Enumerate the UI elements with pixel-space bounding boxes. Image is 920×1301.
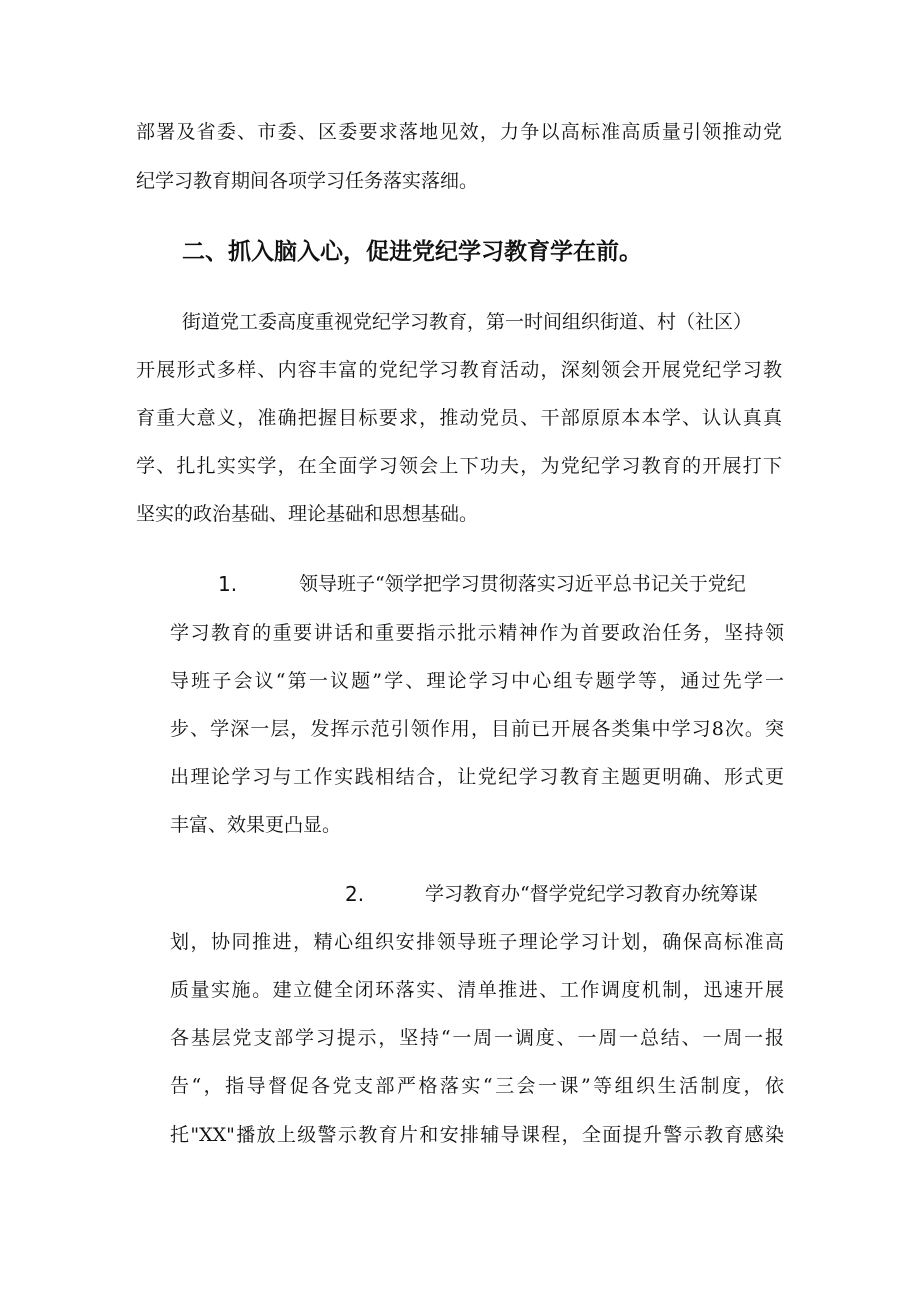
item-1-line-4: 步、学深一层，发挥示范引领作用，目前已开展各类集中学习8次。突 (170, 718, 784, 740)
section-paragraph-line-2: 开展形式多样、内容丰富的党纪学习教育活动，深刻领会开展党纪学习教 (136, 359, 782, 381)
item-2-line-3: 质量实施。建立健全闭环落实、清单推进、工作调度机制，迅速开展 (170, 979, 784, 1001)
item-2-number: 2. (345, 882, 365, 906)
section-heading: 二、抓入脑入心，促进党纪学习教育学在前。 (182, 239, 642, 265)
item-2-line-2: 划，协同推进，精心组织安排领导班子理论学习计划，确保高标准高 (170, 931, 784, 953)
intro-line-1: 部署及省委、市委、区委要求落地见效，力争以高标准高质量引领推动党 (136, 121, 782, 143)
item-1-line-3: 导班子会议“第一议题”学、理论学习中心组专题学等，通过先学一 (170, 670, 784, 692)
item-1-line-5: 出理论学习与工作实践相结合，让党纪学习教育主题更明确、形式更 (170, 766, 784, 788)
item-2-first-line: 学习教育办“督学党纪学习教育办统筹谋 (425, 883, 758, 905)
section-paragraph-line-5: 坚实的政治基础、理论基础和思想基础。 (136, 503, 479, 525)
item-1-line-2: 学习教育的重要讲话和重要指示批示精神作为首要政治任务，坚持领 (170, 622, 784, 644)
item-2-line-4: 各基层党支部学习提示，坚持“一周一调度、一周一总结、一周一报 (170, 1027, 784, 1049)
item-1-line-6: 丰富、效果更凸显。 (170, 814, 342, 836)
item-1-number: 1. (218, 572, 238, 596)
item-2-line-6: 托"XX"播放上级警示教育片和安排辅导课程，全面提升警示教育感染 (170, 1124, 784, 1146)
section-paragraph-line-1: 街道党工委高度重视党纪学习教育，第一时间组织街道、村（社区） (182, 311, 753, 333)
item-1-first-line: 领导班子“领学把学习贯彻落实习近平总书记关于党纪 (299, 573, 746, 595)
section-paragraph-line-3: 育重大意义，准确把握目标要求，推动党员、干部原原本本学、认认真真 (136, 407, 782, 429)
section-paragraph-line-4: 学、扎扎实实学，在全面学习领会上下功夫，为党纪学习教育的开展打下 (136, 455, 782, 477)
intro-line-2: 纪学习教育期间各项学习任务落实落细。 (136, 170, 479, 192)
item-2-line-5: 告“，指导督促各党支部严格落实“三会一课”等组织生活制度，依 (170, 1075, 784, 1097)
